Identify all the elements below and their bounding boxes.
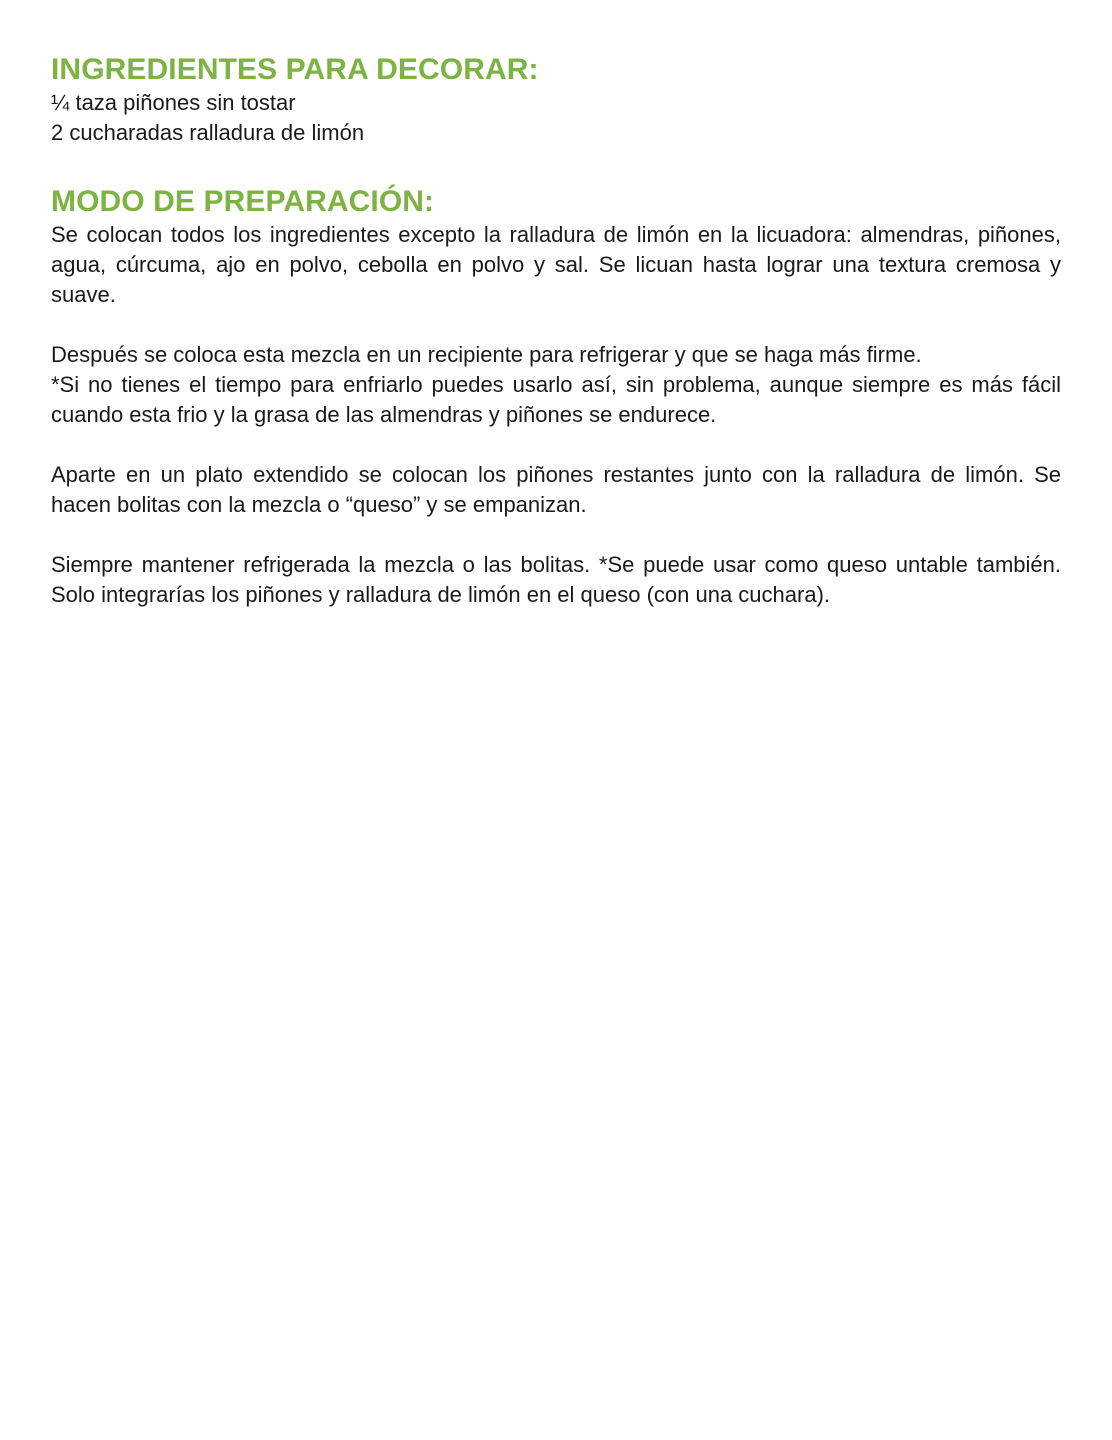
prep-paragraph: Aparte en un plato extendido se colocan los piñones restantes junto con la ralladura de limón. Se hacen bolitas con la mezcla o “queso” y se empanizan.	[51, 462, 1061, 517]
decorar-section	[51, 52, 1061, 148]
ingredient-item: 2 cucharadas ralladura de limón	[51, 120, 365, 145]
preparacion-section	[51, 184, 1061, 610]
decorar-heading: INGREDIENTES PARA DECORAR:	[51, 53, 539, 86]
prep-paragraph: Se colocan todos los ingredientes excepto la ralladura de limón en la licuadora: almendras, piñones, agua, cúrcuma, ajo en polvo, cebolla en polvo y sal. Se licuan hasta lograr una textura cremosa y suave.	[51, 222, 1061, 307]
prep-note: *Si no tienes el tiempo para enfriarlo puedes usarlo así, sin problema, aunque siempre es más fácil cuando esta frio y la grasa de las almendras y piñones se endurece.	[51, 372, 1061, 427]
paragraph-gap	[51, 520, 1061, 550]
paragraph-gap	[51, 430, 1061, 460]
prep-paragraph: Siempre mantener refrigerada la mezcla o las bolitas. *Se puede usar como queso untable también. Solo integrarías los piñones y ralladura de limón en el queso (con una cuchara).	[51, 552, 1061, 607]
ingredient-item: ¼ taza piñones sin tostar	[51, 90, 296, 115]
recipe-page	[51, 52, 1061, 610]
prep-paragraph: Después se coloca esta mezcla en un recipiente para refrigerar y que se haga más firme.	[51, 342, 922, 367]
paragraph-gap	[51, 310, 1061, 340]
preparacion-heading: MODO DE PREPARACIÓN:	[51, 185, 435, 218]
